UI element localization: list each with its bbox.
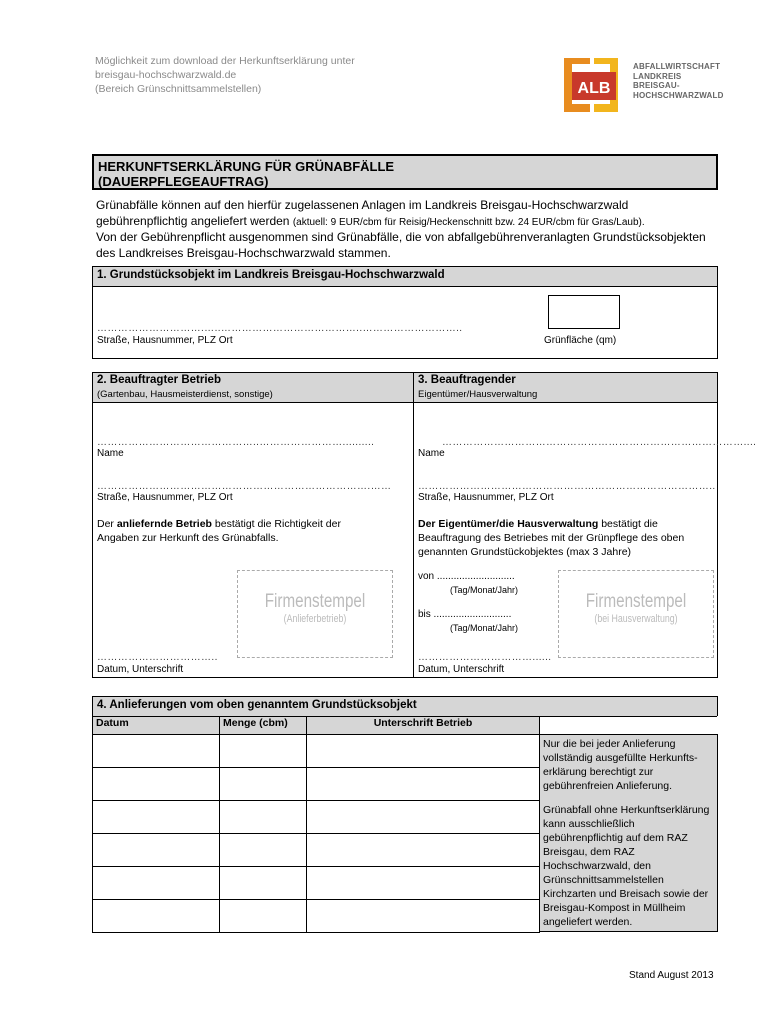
cell-date[interactable] [93,867,220,900]
cell-signature[interactable] [307,735,540,768]
street-field[interactable]: ………………………….…..…………………………………..……………………….. [97,323,463,334]
contractor-stamp-area: Firmenstempel (Anlieferbetrieb) [237,570,393,658]
cell-quantity[interactable] [220,768,307,801]
contractor-confirm: Der anliefernde Betrieb bestätigt die Richtigkeit der Angaben zur Herkunft des Grünabfalls. [97,518,341,544]
cell-date[interactable] [93,900,220,933]
cell-quantity[interactable] [220,834,307,867]
date-to-field[interactable]: bis ............................ [418,609,512,620]
logo-text: ABFALLWIRTSCHAFT LANDKREIS BREISGAU- HOCHSCHWARZWALD [633,62,724,100]
section-client-heading: 3. Beauftragender [414,373,717,389]
client-name-label: Name [418,448,445,459]
cell-date[interactable] [93,834,220,867]
section-deliveries-heading: 4. Anlieferungen vom oben genanntem Grundstücksobjekt [93,697,717,717]
cell-signature[interactable] [307,768,540,801]
section-contractor-sub: (Gartenbau, Hausmeisterdienst, sonstige) [93,389,413,403]
cell-date[interactable] [93,801,220,834]
table-row [93,735,540,768]
client-street-label: Straße, Hausnummer, PLZ Ort [418,492,554,503]
table-header-row [93,717,540,735]
cell-signature[interactable] [307,801,540,834]
cell-date[interactable] [93,735,220,768]
date-from-format: (Tag/Monat/Jahr) [450,585,519,595]
contractor-name-field[interactable]: ………………………………………..…………………….......... [97,437,375,448]
section-contractor-heading: 2. Beauftragter Betrieb [93,373,413,389]
table-row [93,801,540,834]
deliveries-table [92,716,540,933]
form-title: HERKUNFTSERKLÄRUNG FÜR GRÜNABFÄLLE (DAUERPFLEGEAUFTRAG) [92,154,718,190]
cell-signature[interactable] [307,834,540,867]
col-quantity: Menge (cbm) [220,717,307,735]
table-row [93,867,540,900]
contractor-signature-label: Datum, Unterschrift [97,664,184,675]
cell-quantity[interactable] [220,900,307,933]
intro-text: Grünabfälle können auf den hierfür zugelassenen Anlagen im Landkreis Breisgau-Hochschwarzwald gebührenpflichtig angeliefert werden (aktuell: 9 EUR/cbm für Reisig/Heckenschnitt bzw. 24 EUR/cbm für Gras/Laub). Von der Gebührenpflicht ausgenommen sind Grünabfälle, die von abfallgebührenveranlagten Grundstücksobjekten des Landkreises Breisgau-Hochschwarzwald stammen. [96,198,706,260]
alb-logo-icon [560,54,630,116]
section-contractor [92,372,414,678]
contractor-street-label: Straße, Hausnummer, PLZ Ort [97,492,233,503]
col-signature: Unterschrift Betrieb [307,717,540,735]
green-area-field[interactable] [548,295,620,329]
cell-date[interactable] [93,768,220,801]
client-signature-field[interactable]: ……………………………...... [418,652,552,663]
section-property [92,266,718,359]
table-row [93,768,540,801]
date-to-format: (Tag/Monat/Jahr) [450,623,519,633]
cell-quantity[interactable] [220,735,307,768]
cell-signature[interactable] [307,900,540,933]
client-street-field[interactable]: ………………………………………………………………………….. [418,481,716,492]
client-name-field[interactable]: …………………………………………………………………………….... [442,437,757,448]
svg-text:ALB: ALB [577,80,611,97]
client-signature-label: Datum, Unterschrift [418,664,505,675]
date-from-field[interactable]: von ............................ [418,571,515,582]
street-label: Straße, Hausnummer, PLZ Ort [97,335,233,346]
note-first: Nur die bei jeder Anlieferung vollständig ausgefüllte Herkunfts- erklärung berechtigt zur gebührenfreien Anlieferung. [543,738,698,792]
section-client-sub: Eigentümer/Hausverwaltung [414,389,717,403]
client-stamp-area: Firmenstempel (bei Hausverwaltung) [558,570,714,658]
version-footer: Stand August 2013 [629,970,714,981]
contractor-signature-field[interactable]: …………………………….. [97,652,218,663]
alb-logo [560,54,724,116]
note-second: Grünabfall ohne Herkunftserklärung kann ausschließlich gebührenpflichtig auf dem RAZ Breisgau, dem RAZ Hochschwarzwald, den Grünschnittsammelstellen Kirchzarten und Breisach sowie der Breisgau-Kompost in Müllheim angeliefert werden. [543,804,710,928]
section-client [414,372,757,678]
delivery-note-box [539,734,718,932]
cell-quantity[interactable] [220,867,307,900]
cell-signature[interactable] [307,867,540,900]
contractor-street-field[interactable]: …………………………………………………………………….…… [97,481,392,492]
cell-quantity[interactable] [220,801,307,834]
table-row [93,834,540,867]
col-date: Datum [93,717,220,735]
client-confirm: Der Eigentümer/die Hausverwaltung bestätigt die Beauftragung des Betriebes mit der Grünpflege des oben genannten Grundstückobjektes (max 3 Jahre) [418,518,685,558]
section-property-heading: 1. Grundstücksobjekt im Landkreis Breisgau-Hochschwarzwald [93,267,717,287]
section-deliveries [92,696,718,716]
green-area-label: Grünfläche (qm) [544,335,617,346]
download-note: Möglichkeit zum download der Herkunftserklärung unter breisgau-hochschwarzwald.de (Bereich Grünschnittsammelstellen) [95,55,355,95]
contractor-name-label: Name [97,448,124,459]
table-row [93,900,540,933]
